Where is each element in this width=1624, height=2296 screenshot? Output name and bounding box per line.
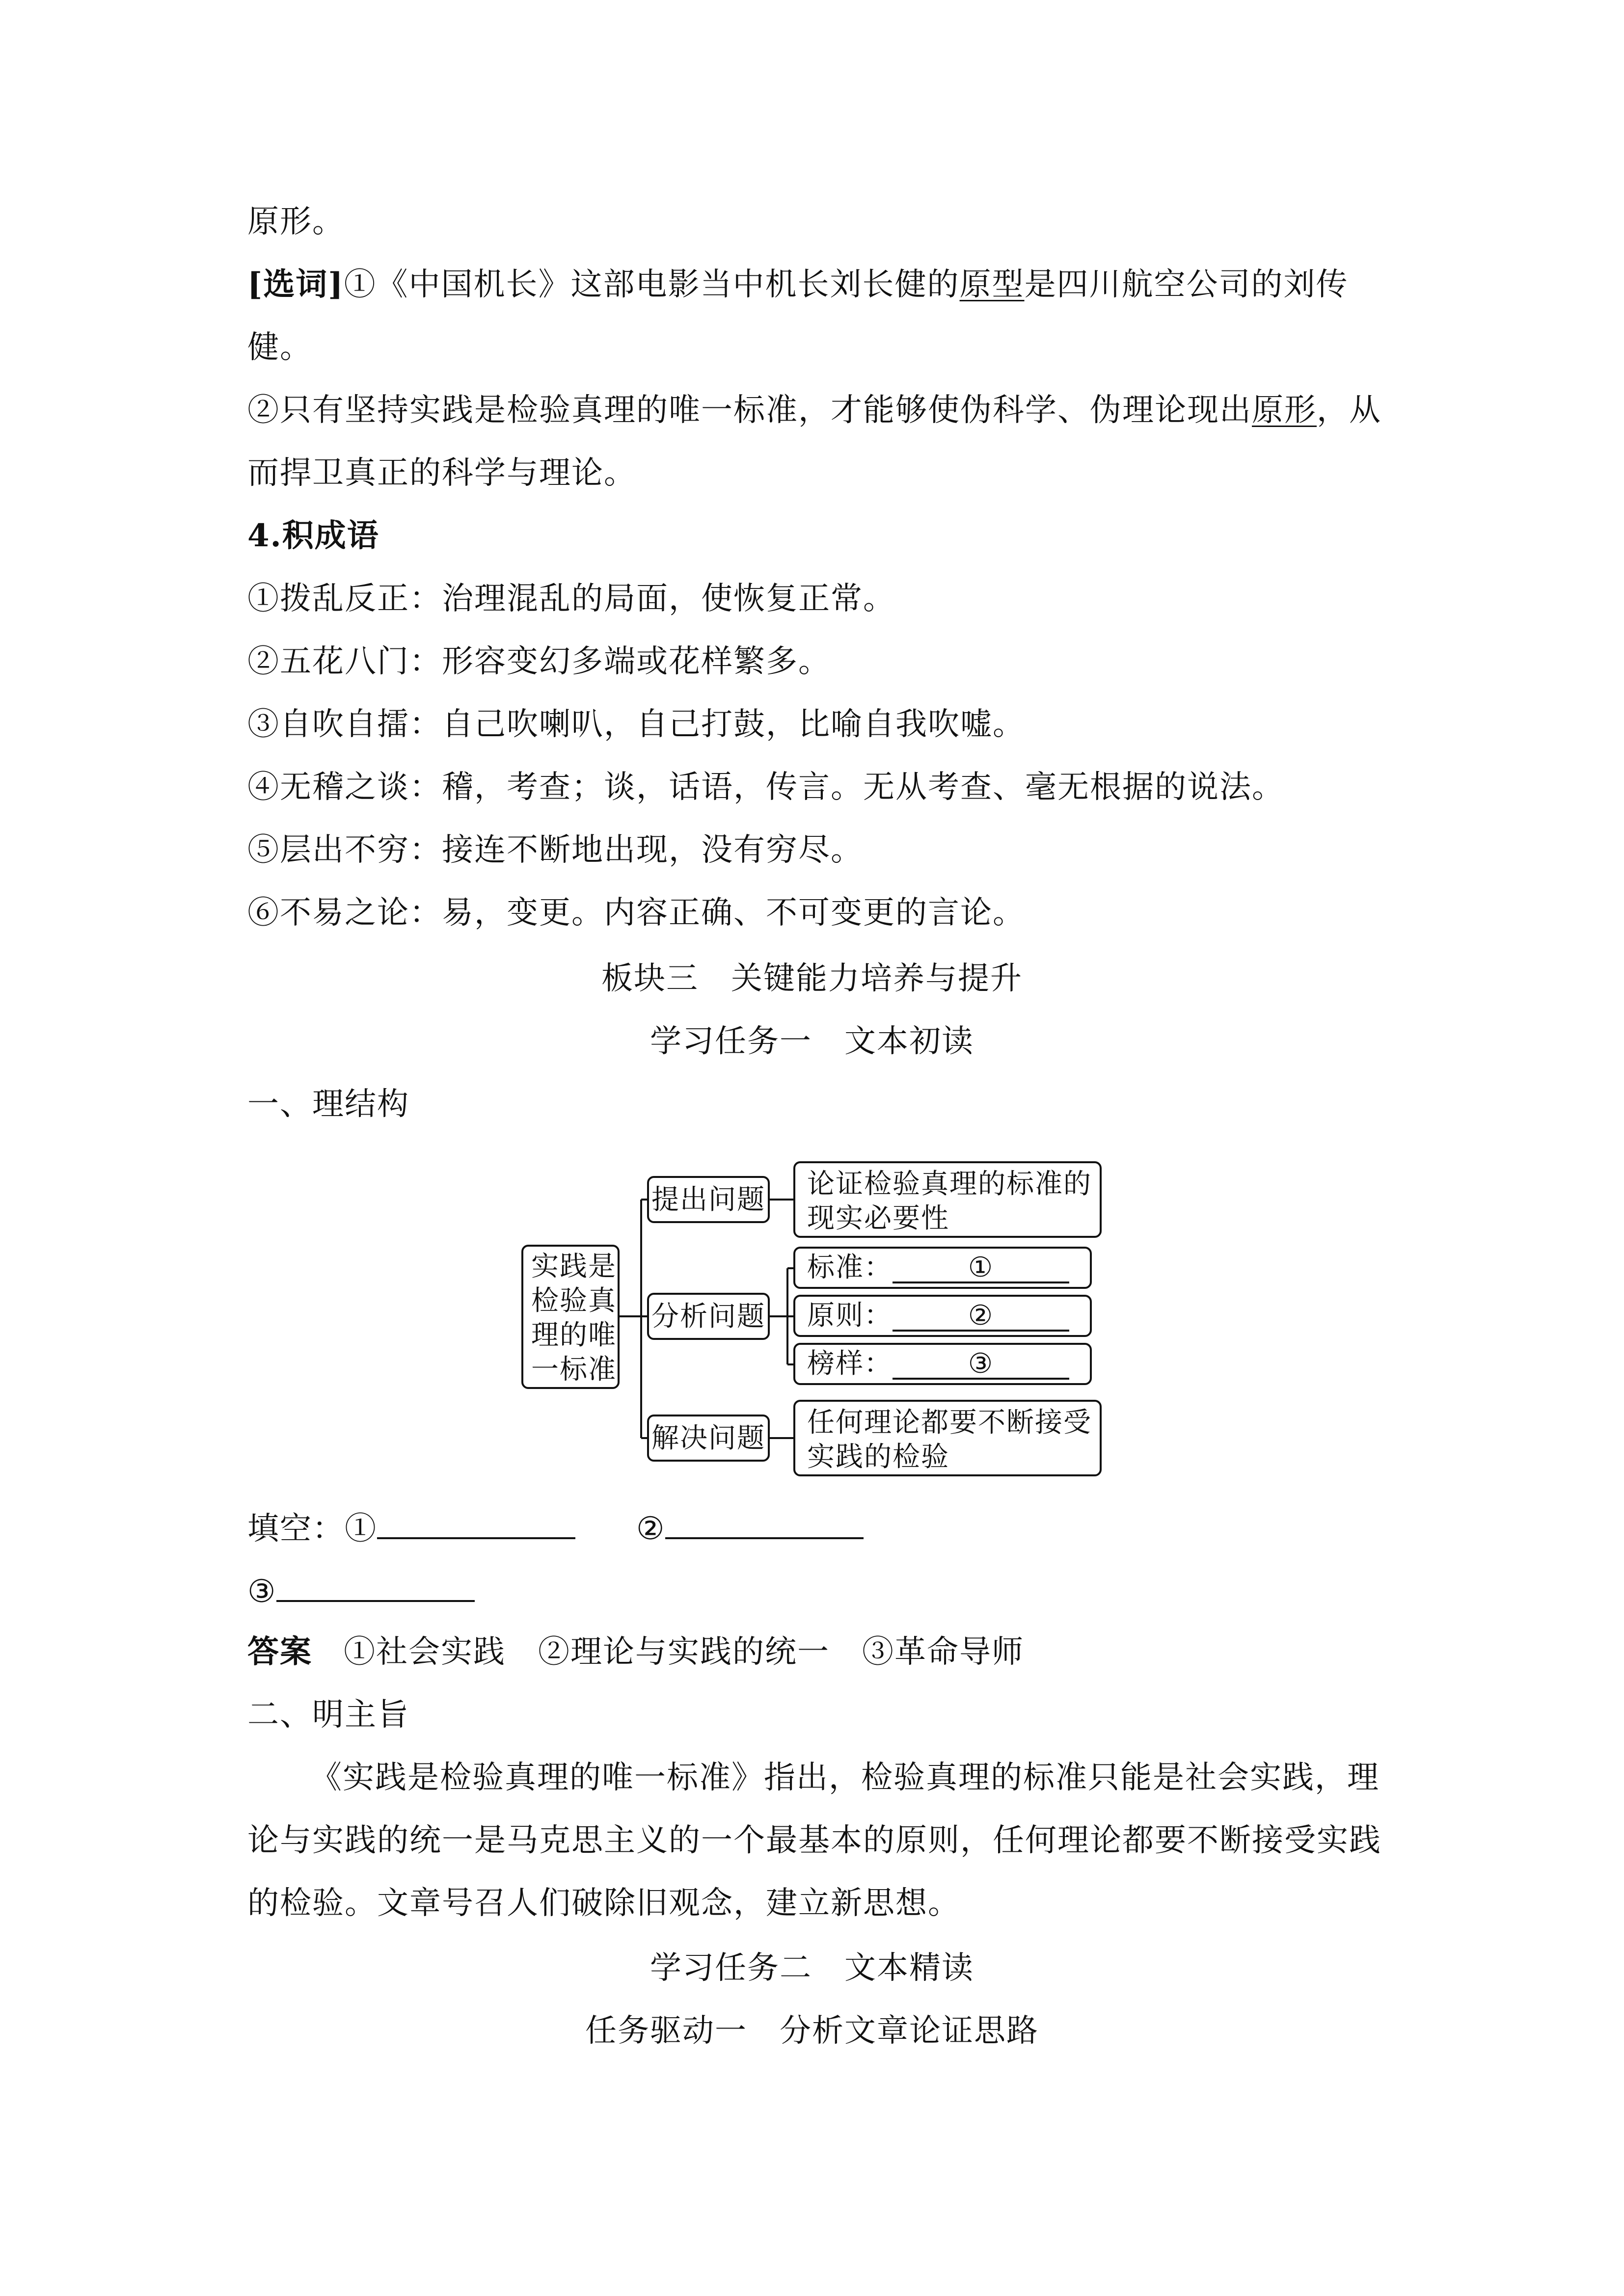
answer-text: ①社会实践 ②理论与实践的统一 ③革命导师 xyxy=(344,1634,1024,1670)
leaf-label: 榜样： xyxy=(807,1348,893,1380)
section-title: .积成语 xyxy=(270,517,379,554)
blank-3: ③ xyxy=(893,1350,1069,1380)
fill-blanks-line xyxy=(247,1507,864,1548)
diagram-leaf-test xyxy=(793,1400,1102,1476)
paragraph-line: 《实践是检验真理的唯一标准》指出，检验真理的标准只能是社会实践，理 xyxy=(310,1760,1380,1796)
block-heading: 板块三 关键能力培养与提升 xyxy=(601,961,1023,997)
tag-label: [选词] xyxy=(247,266,344,303)
fill-label: 填空：① xyxy=(247,1511,377,1547)
task-heading: 学习任务二 文本精读 xyxy=(650,1950,974,1986)
diagram-leaf-necessity xyxy=(793,1161,1102,1238)
underlined-word: 原型 xyxy=(959,267,1025,303)
example-line-1 xyxy=(247,265,1349,304)
diagram-leaf-standard xyxy=(793,1247,1092,1289)
answer-blank-2 xyxy=(665,1507,864,1539)
section-number: 4 xyxy=(247,517,271,554)
text-span: ②只有坚持实践是检验真理的唯一标准，才能够使伪科学、伪理论现出 xyxy=(247,392,1252,428)
paragraph-line: 的检验。文章号召人们破除旧观念，建立新思想。 xyxy=(247,1885,960,1922)
leaf-label: 标准： xyxy=(807,1252,893,1283)
leaf-text: 任何理论都要不断接受 实践的检验 xyxy=(807,1407,1092,1473)
branch-label: 解决问题 xyxy=(651,1422,765,1454)
leaf-label: 原则： xyxy=(807,1300,893,1332)
answer-line xyxy=(247,1632,1024,1672)
task-subheading: 任务驱动一 分析文章论证思路 xyxy=(585,2013,1039,2049)
diagram-leaf-principle xyxy=(793,1295,1092,1337)
root-label: 实践是 检验真 理的唯 一标准 xyxy=(531,1251,617,1386)
diagram-branch-raise xyxy=(647,1176,770,1223)
fill-blanks-line xyxy=(247,1570,475,1611)
idiom-item: ⑤层出不穷：接连不断地出现，没有穷尽。 xyxy=(247,832,863,868)
text-span: ，从 xyxy=(1317,392,1381,428)
diagram-branch-analyze xyxy=(647,1293,770,1340)
text-line: 健。 xyxy=(247,329,312,366)
branch-label: 提出问题 xyxy=(651,1184,765,1216)
diagram-branch-solve xyxy=(647,1415,770,1462)
idiom-item: ②五花八门：形容变幻多端或花样繁多。 xyxy=(247,643,831,680)
blank-1: ① xyxy=(893,1254,1069,1283)
diagram-leaf-role-model xyxy=(793,1343,1092,1385)
paragraph-line: 论与实践的统一是马克思主义的一个最基本的原则，任何理论都要不断接受实践 xyxy=(247,1822,1381,1859)
answer-label: 答案 xyxy=(247,1633,312,1670)
section-heading xyxy=(247,516,379,556)
task-heading: 学习任务一 文本初读 xyxy=(650,1023,974,1060)
idiom-item: ⑥不易之论：易，变更。内容正确、不可变更的言论。 xyxy=(247,895,1025,931)
idiom-item: ③自吹自擂：自己吹喇叭，自己打鼓，比喻自我吹嘘。 xyxy=(247,706,1025,743)
text-span: ①《中国机长》这部电影当中机长刘长健的 xyxy=(344,267,960,303)
blank-2: ② xyxy=(893,1302,1069,1332)
answer-blank-1 xyxy=(377,1507,575,1539)
branch-label: 分析问题 xyxy=(651,1301,765,1333)
underlined-word: 原形 xyxy=(1252,392,1317,428)
text-line: 原形。 xyxy=(247,204,345,240)
example-line-2 xyxy=(247,391,1381,430)
text-span: 是四川航空公司的刘传 xyxy=(1024,267,1349,303)
subsection-heading: 二、明主旨 xyxy=(247,1697,409,1733)
idiom-item: ④无稽之谈：稽，考查；谈，话语，传言。无从考查、毫无根据的说法。 xyxy=(247,769,1284,805)
idiom-item: ①拨乱反正：治理混乱的局面，使恢复正常。 xyxy=(247,581,895,617)
fill-label-3: ③ xyxy=(247,1574,277,1610)
leaf-text: 论证检验真理的标准的 现实必要性 xyxy=(807,1168,1092,1234)
subsection-heading: 一、理结构 xyxy=(247,1086,409,1122)
fill-label-2: ② xyxy=(636,1511,666,1547)
text-line: 而捍卫真正的科学与理论。 xyxy=(247,455,636,491)
answer-blank-3 xyxy=(276,1570,475,1602)
diagram-root-box xyxy=(521,1245,620,1389)
